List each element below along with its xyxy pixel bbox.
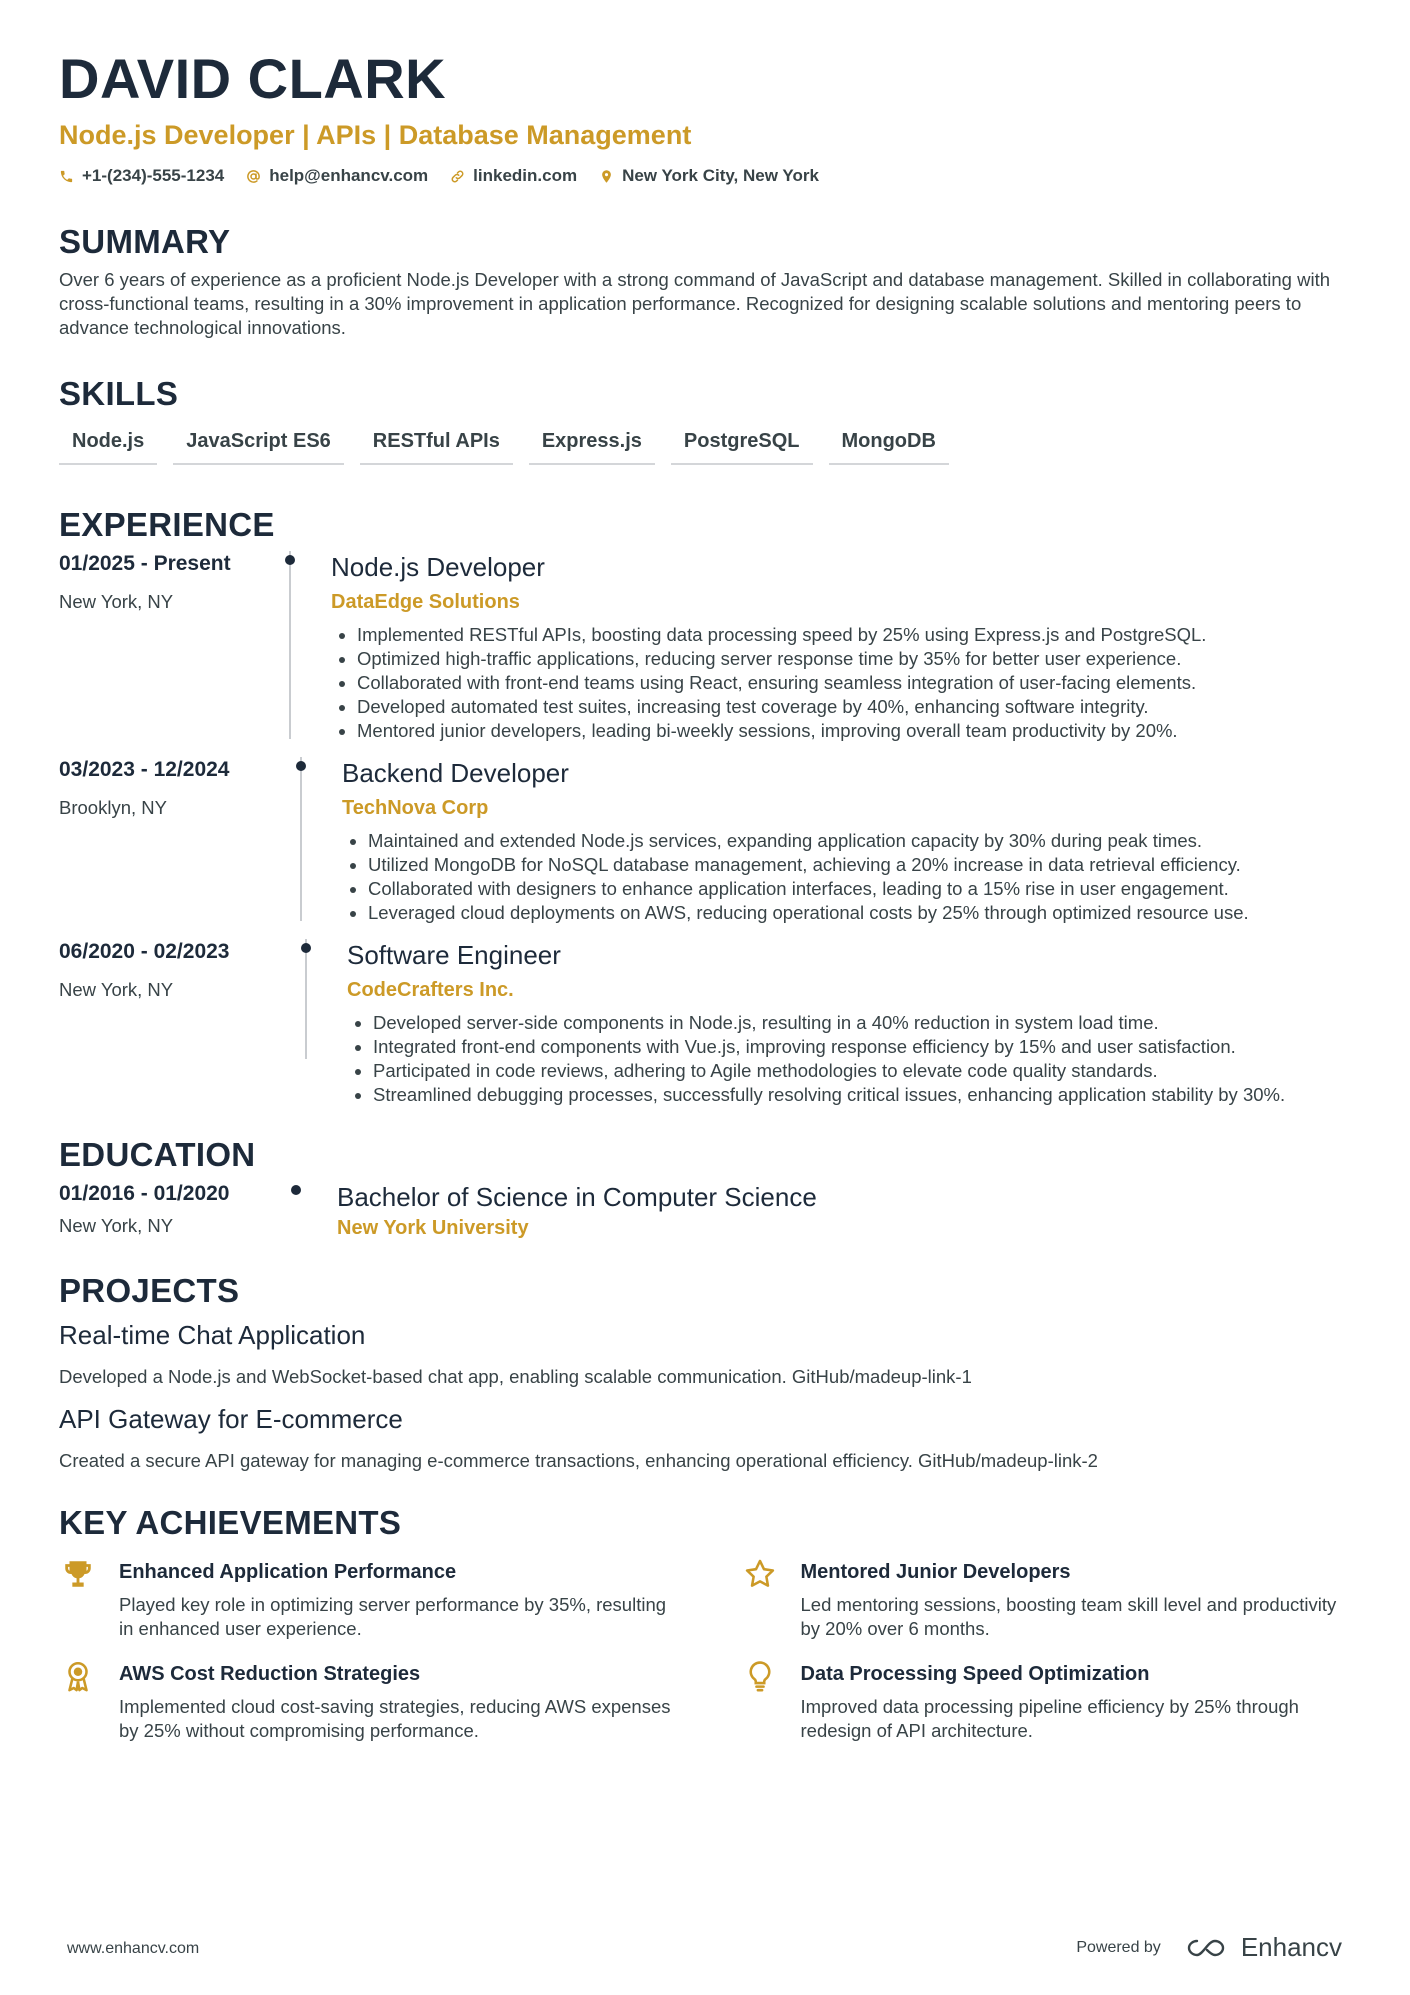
experience-location: New York, NY	[59, 979, 174, 1000]
experience-dates: 06/2020 - 02/2023	[59, 940, 230, 963]
achievement-description: Improved data processing pipeline efficiency by 25% through redesign of API architecture.	[800, 1696, 1299, 1741]
achievement-item	[59, 1557, 671, 1641]
headline: Node.js Developer | APIs | Database Management	[59, 120, 692, 150]
bullet-item: • Developed server-side components in Node.js, resulting in a 40% reduction in system load time.	[373, 1011, 1352, 1035]
contact-linkedin[interactable]	[450, 166, 577, 186]
education-section	[59, 1135, 1352, 1241]
experience-company: CodeCrafters Inc.	[347, 979, 514, 1001]
experience-dates: 01/2025 - Present	[59, 552, 231, 575]
achievements-title: KEY ACHIEVEMENTS	[59, 1504, 402, 1541]
experience-bullets	[347, 1011, 1352, 1107]
powered-by-label: Powered by	[1076, 1938, 1161, 1956]
summary-title: SUMMARY	[59, 223, 231, 260]
bullet-item: • Participated in code reviews, adhering to Agile methodologies to elevate code quality standards.	[373, 1059, 1352, 1083]
project-item	[59, 1319, 1352, 1389]
star-icon	[743, 1557, 777, 1591]
bullet-item: • Integrated front-end components with Vue.js, improving response efficiency by 15% and user satisfaction.	[373, 1035, 1352, 1059]
achievement-item	[741, 1659, 1353, 1743]
skill-tag: RESTful APIs	[360, 424, 513, 465]
skill-tag: JavaScript ES6	[173, 424, 344, 465]
bullet-item: • Developed automated test suites, increasing test coverage by 40%, enhancing software integrity.	[357, 695, 1352, 719]
achievement-title: Enhanced Application Performance	[119, 1561, 457, 1583]
bullet-item: • Implemented RESTful APIs, boosting data processing speed by 25% using Express.js and PostgreSQL.	[357, 623, 1352, 647]
bullet-item: • Maintained and extended Node.js services, expanding application capacity by 30% during peak times.	[368, 829, 1352, 853]
skill-tag: PostgreSQL	[671, 424, 813, 465]
education-location: New York, NY	[59, 1215, 174, 1236]
timeline-dot	[285, 555, 295, 565]
contact-email[interactable]	[246, 166, 428, 186]
achievement-title: Mentored Junior Developers	[800, 1561, 1071, 1583]
location-pin-icon	[599, 169, 614, 184]
experience-company: DataEdge Solutions	[331, 591, 520, 613]
summary-text: Over 6 years of experience as a proficient Node.js Developer with a strong command of JavaScript and database management. Skilled in collaborating with cross-functional teams, resulting in a 30% improvement in application performance. Recognized for designing scalable solutions and mentoring peers to advance technological innovations.	[59, 269, 1331, 338]
experience-title: EXPERIENCE	[59, 506, 275, 543]
project-item	[59, 1403, 1352, 1473]
bullet-item: • Collaborated with front-end teams using React, ensuring seamless integration of user-facing elements.	[357, 671, 1352, 695]
project-description: Developed a Node.js and WebSocket-based chat app, enabling scalable communication. GitHub/madeup-link-1	[59, 1366, 972, 1387]
education-title: EDUCATION	[59, 1136, 256, 1173]
skill-tag: Node.js	[59, 424, 157, 465]
skills-title: SKILLS	[59, 375, 179, 412]
contact-location	[599, 166, 819, 186]
skill-tag: MongoDB	[829, 424, 949, 465]
brand-name: Enhancv	[1240, 1932, 1342, 1962]
project-description: Created a secure API gateway for managing e-commerce transactions, enhancing operational efficiency. GitHub/madeup-link-2	[59, 1450, 1098, 1471]
experience-entry	[59, 939, 1352, 1107]
education-degree: Bachelor of Science in Computer Science	[337, 1182, 817, 1212]
linkedin-text: linkedin.com	[473, 166, 578, 185]
link-icon	[450, 169, 465, 184]
location-text: New York City, New York	[622, 166, 819, 185]
bullet-item: • Mentored junior developers, leading bi-weekly sessions, improving overall team productivity by 20%.	[357, 719, 1352, 743]
experience-bullets	[342, 829, 1352, 925]
timeline-line	[295, 1181, 297, 1241]
experience-location: New York, NY	[59, 591, 174, 612]
skill-tag: Express.js	[529, 424, 655, 465]
timeline-dot	[296, 761, 306, 771]
achievement-item	[59, 1659, 671, 1743]
education-entry	[59, 1181, 1352, 1241]
education-dates: 01/2016 - 01/2020	[59, 1182, 230, 1205]
achievement-description: Played key role in optimizing server performance by 35%, resulting in enhanced user experience.	[119, 1594, 667, 1639]
bullet-item: • Utilized MongoDB for NoSQL database management, achieving a 20% increase in data retrieval efficiency.	[368, 853, 1352, 877]
achievement-title: AWS Cost Reduction Strategies	[119, 1663, 421, 1685]
timeline-line	[289, 551, 291, 739]
experience-role: Backend Developer	[342, 758, 569, 788]
experience-company: TechNova Corp	[342, 797, 489, 819]
bullet-item: • Optimized high-traffic applications, reducing server response time by 35% for better user experience.	[357, 647, 1352, 671]
at-icon	[246, 169, 261, 184]
timeline-line	[300, 757, 302, 921]
candidate-name: DAVID CLARK	[59, 47, 447, 110]
achievements-grid	[59, 1557, 1352, 1743]
experience-bullets	[331, 623, 1352, 743]
experience-role: Software Engineer	[347, 940, 561, 970]
email-text: help@enhancv.com	[269, 166, 429, 185]
timeline-dot	[301, 943, 311, 953]
achievements-section	[59, 1503, 1352, 1743]
bullet-item: • Collaborated with designers to enhance application interfaces, leading to a 15% rise in user engagement.	[368, 877, 1352, 901]
experience-entry	[59, 757, 1352, 925]
projects-section	[59, 1271, 1352, 1473]
infinity-logo-icon	[1185, 1936, 1231, 1960]
experience-section	[59, 505, 1352, 1107]
medal-icon	[61, 1659, 95, 1693]
projects-title: PROJECTS	[59, 1272, 240, 1309]
contact-phone[interactable]	[59, 166, 224, 186]
lightbulb-icon	[743, 1659, 777, 1693]
phone-icon	[59, 169, 74, 184]
footer-branding	[1076, 1932, 1342, 1963]
achievement-title: Data Processing Speed Optimization	[800, 1663, 1150, 1685]
project-name: API Gateway for E-commerce	[59, 1404, 403, 1434]
timeline-line	[305, 939, 307, 1059]
contact-bar	[59, 166, 1352, 186]
experience-location: Brooklyn, NY	[59, 797, 167, 818]
achievement-description: Led mentoring sessions, boosting team skill level and productivity by 20% over 6 months.	[800, 1594, 1337, 1639]
brand-logo[interactable]	[1185, 1932, 1342, 1963]
phone-text: +1-(234)-555-1234	[82, 166, 225, 185]
achievement-item	[741, 1557, 1353, 1641]
trophy-icon	[61, 1557, 95, 1591]
skills-list	[59, 424, 1352, 465]
bullet-item: • Leveraged cloud deployments on AWS, reducing operational costs by 25% through optimized resource use.	[368, 901, 1352, 925]
experience-entry	[59, 551, 1352, 743]
footer-website[interactable]: www.enhancv.com	[67, 1940, 200, 1957]
bullet-item: • Streamlined debugging processes, successfully resolving critical issues, enhancing application stability by 30%.	[373, 1083, 1352, 1107]
skills-section	[59, 374, 1352, 465]
achievement-description: Implemented cloud cost-saving strategies, reducing AWS expenses by 25% without compromising performance.	[119, 1696, 671, 1741]
experience-dates: 03/2023 - 12/2024	[59, 758, 230, 781]
education-school: New York University	[337, 1217, 529, 1239]
project-name: Real-time Chat Application	[59, 1320, 366, 1350]
experience-role: Node.js Developer	[331, 552, 545, 582]
summary-section	[59, 222, 1352, 340]
timeline-dot	[291, 1185, 301, 1195]
